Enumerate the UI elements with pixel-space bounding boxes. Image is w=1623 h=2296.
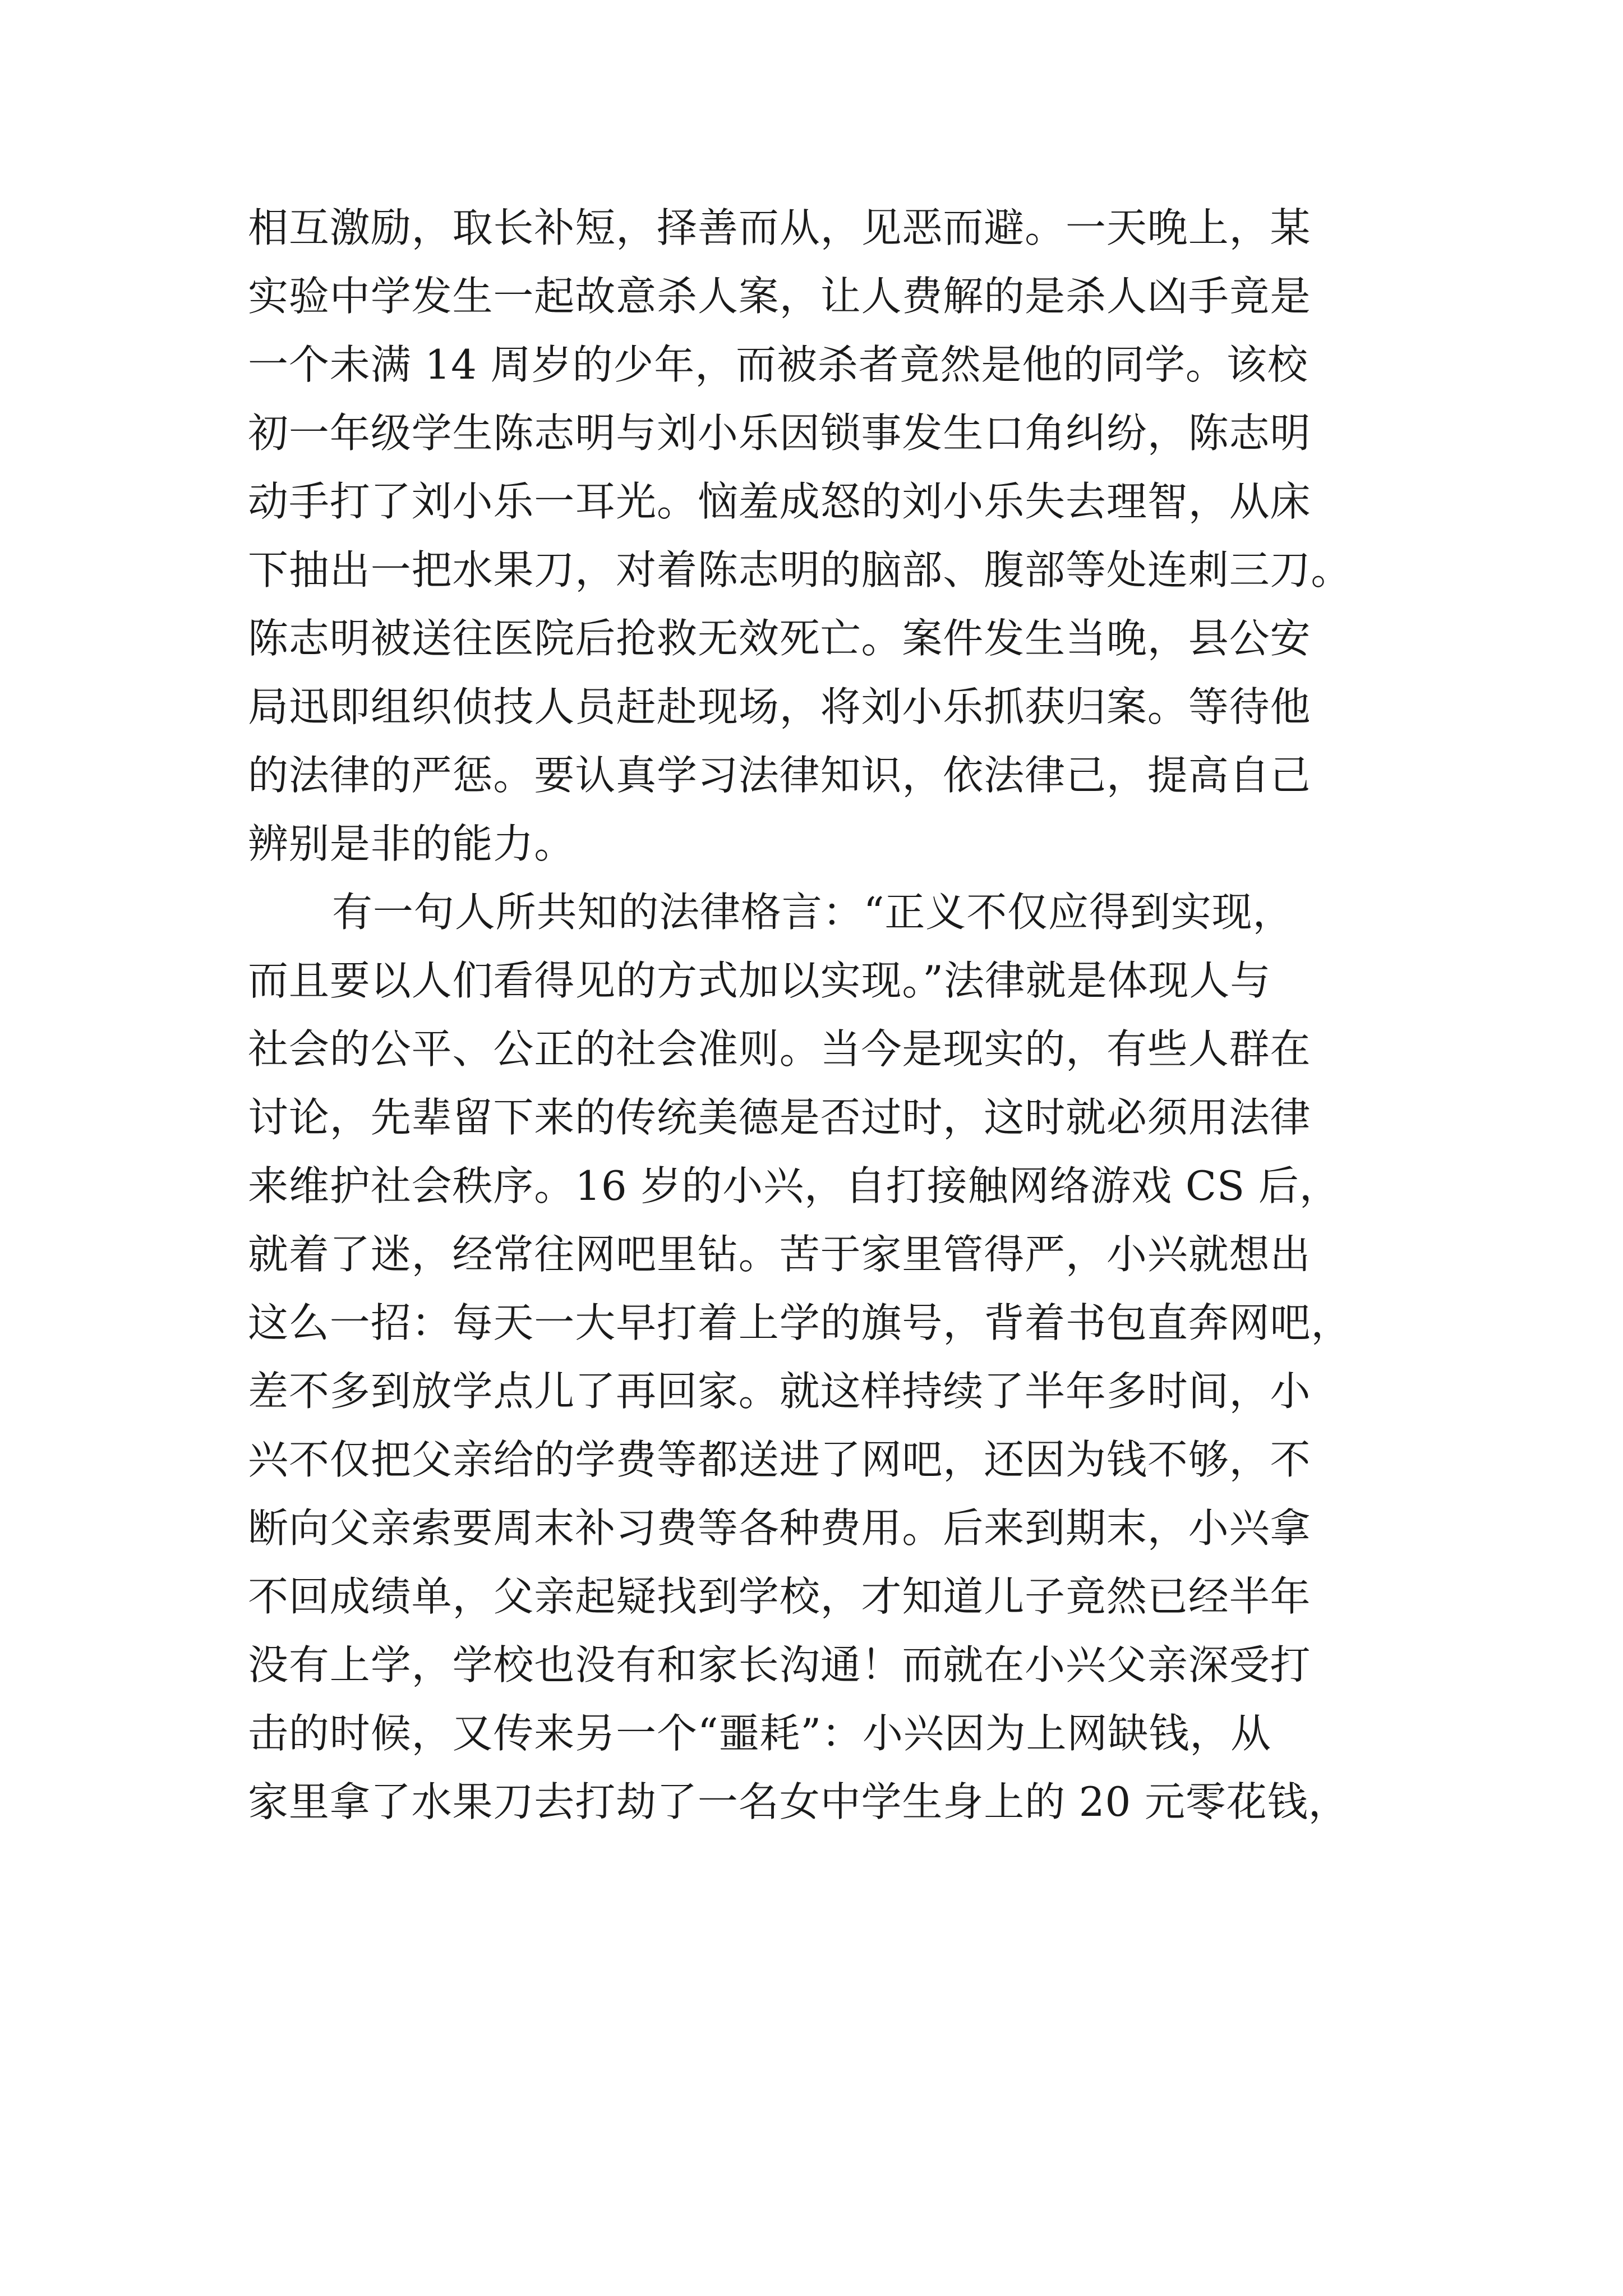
text-line: 差不多到放学点儿了再回家。就这样持续了半年多时间，小 (248, 1368, 1311, 1415)
text-line: 辨别是非的能力。 (248, 820, 575, 867)
text-line: 断向父亲索要周末补习费等各种费用。后来到期末，小兴拿 (248, 1504, 1311, 1552)
text-line: 而且要以人们看得见的方式加以实现。”法律就是体现人与 (248, 957, 1271, 1004)
text-line: 初一年级学生陈志明与刘小乐因锁事发生口角纠纷，陈志明 (248, 409, 1311, 457)
body-text (248, 194, 1381, 1836)
text-line: 就着了迷，经常往网吧里钻。苦于家里管得严，小兴就想出 (248, 1231, 1311, 1278)
text-line: 相互激励，取长补短，择善而从，见恶而避。一天晚上，某 (248, 204, 1311, 251)
text-line: 社会的公平、公正的社会准则。当今是现实的，有些人群在 (248, 1025, 1311, 1073)
text-line: 局迅即组织侦技人员赶赴现场，将刘小乐抓获归案。等待他 (248, 683, 1311, 730)
text-line: 家里拿了水果刀去打劫了一名女中学生身上的 20 元零花钱， (248, 1778, 1349, 1825)
text-line: 来维护社会秩序。16 岁的小兴，自打接触网络游戏 CS 后， (248, 1162, 1340, 1209)
text-line: 下抽出一把水果刀，对着陈志明的脑部、腹部等处连刺三刀。 (248, 546, 1352, 593)
text-line: 这么一招：每天一大早打着上学的旗号，背着书包直奔网吧， (248, 1299, 1352, 1346)
text-line: 没有上学，学校也没有和家长沟通！而就在小兴父亲深受打 (248, 1641, 1311, 1688)
text-line: 实验中学发生一起故意杀人案，让人费解的是杀人凶手竟是 (248, 273, 1311, 320)
text-line: 动手打了刘小乐一耳光。恼羞成怒的刘小乐失去理智，从床 (248, 478, 1311, 525)
text-line: 陈志明被送往医院后抢救无效死亡。案件发生当晚，县公安 (248, 615, 1311, 662)
text-line: 兴不仅把父亲给的学费等都送进了网吧，还因为钱不够，不 (248, 1436, 1311, 1483)
text-line: 击的时候，又传来另一个“噩耗”：小兴因为上网缺钱，从 (248, 1710, 1272, 1757)
text-line: 讨论，先辈留下来的传统美德是否过时，这时就必须用法律 (248, 1094, 1311, 1141)
paragraph-1 (248, 194, 1381, 878)
paragraph-2 (248, 878, 1381, 1836)
text-line: 的法律的严惩。要认真学习法律知识，依法律己，提高自己 (248, 752, 1311, 799)
text-line: 不回成绩单，父亲起疑找到学校，才知道儿子竟然已经半年 (248, 1573, 1311, 1620)
text-line: 一个未满 14 周岁的少年，而被杀者竟然是他的同学。该校 (248, 341, 1308, 388)
text-line: 有一句人所共知的法律格言：“正义不仅应得到实现， (332, 889, 1294, 936)
